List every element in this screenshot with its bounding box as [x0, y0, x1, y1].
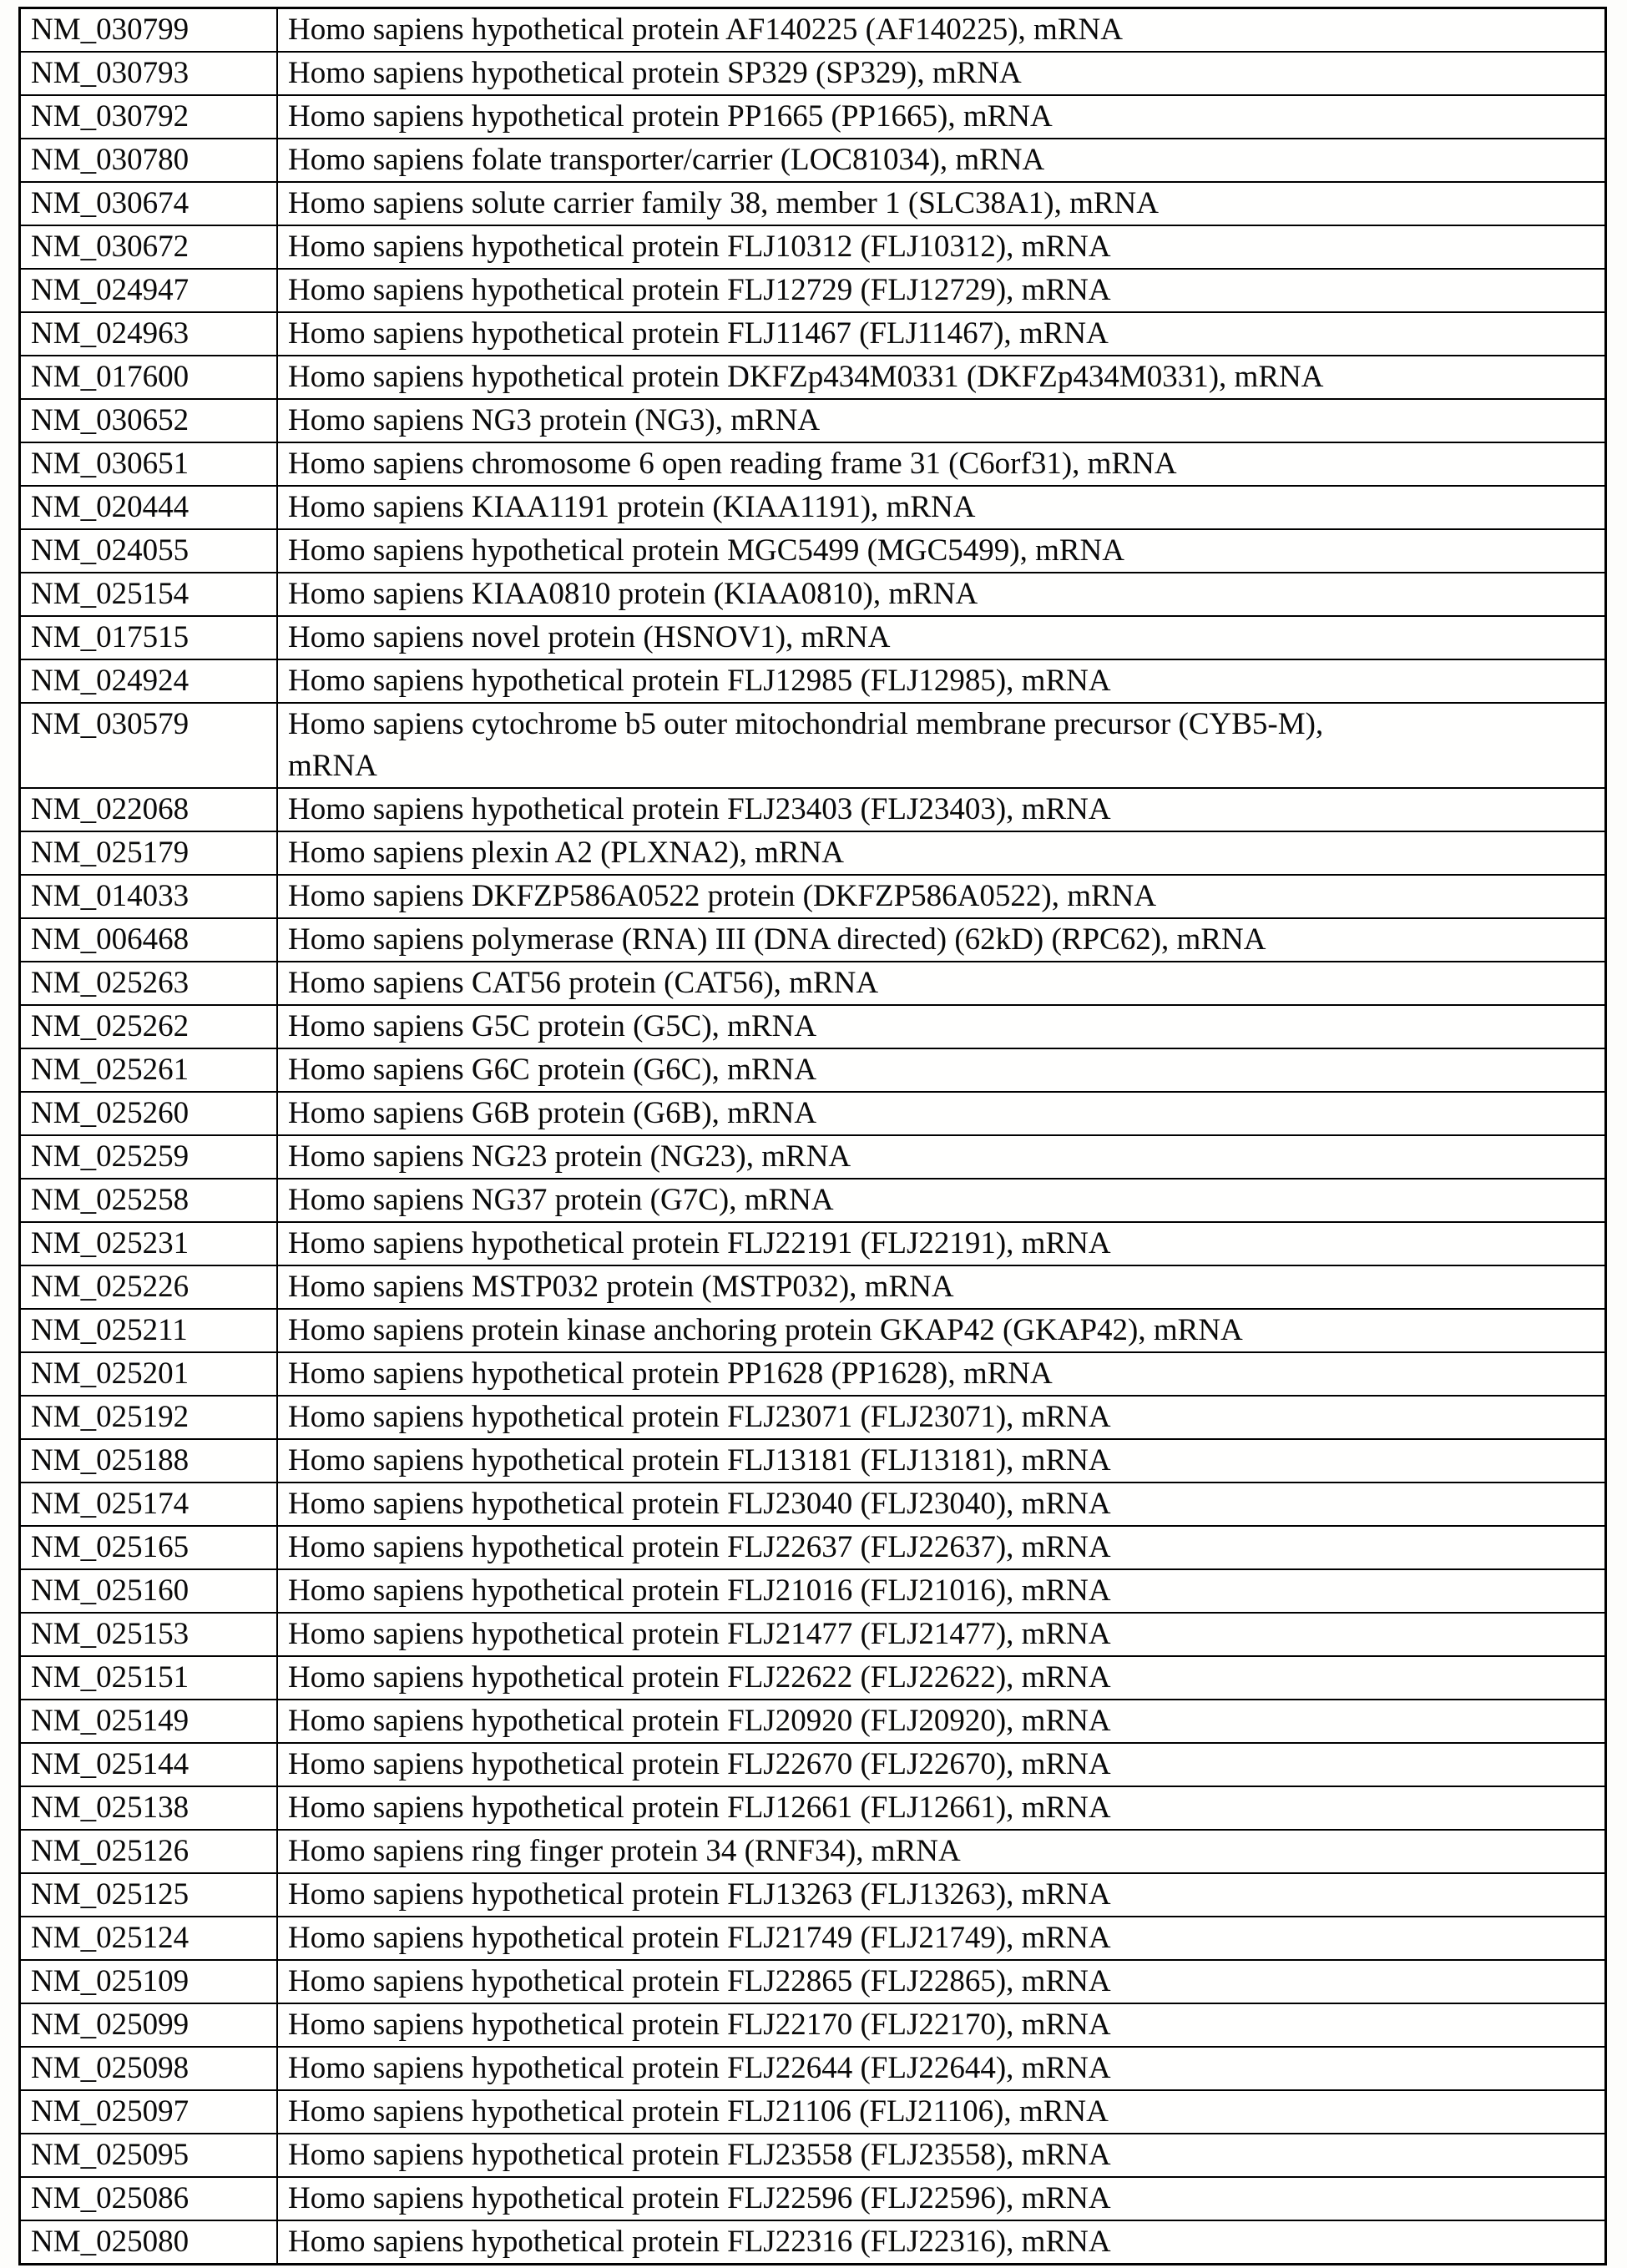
- description-cell: Homo sapiens hypothetical protein PP1665 (PP1665), mRNA: [277, 95, 1606, 139]
- accession-cell: NM_030792: [20, 95, 278, 139]
- accession-cell: NM_025144: [20, 1743, 278, 1786]
- accession-cell: NM_030579: [20, 703, 278, 788]
- accession-cell: NM_025097: [20, 2090, 278, 2134]
- description-cell: Homo sapiens hypothetical protein FLJ21749 (FLJ21749), mRNA: [277, 1917, 1606, 1960]
- accession-cell: NM_025160: [20, 1569, 278, 1613]
- table-row: [20, 918, 1606, 962]
- description-cell: Homo sapiens hypothetical protein MGC5499 (MGC5499), mRNA: [277, 529, 1606, 573]
- table-row: [20, 1048, 1606, 1092]
- table-row: [20, 2090, 1606, 2134]
- description-cell: Homo sapiens hypothetical protein FLJ13181 (FLJ13181), mRNA: [277, 1439, 1606, 1483]
- accession-cell: NM_030780: [20, 139, 278, 182]
- accession-cell: NM_025231: [20, 1222, 278, 1265]
- table-row: [20, 1135, 1606, 1179]
- description-cell: Homo sapiens cytochrome b5 outer mitochondrial membrane precursor (CYB5-M), mRNA: [277, 703, 1606, 788]
- accession-cell: NM_025125: [20, 1873, 278, 1917]
- table-row: [20, 1613, 1606, 1656]
- table-row: [20, 703, 1606, 788]
- description-cell: Homo sapiens NG23 protein (NG23), mRNA: [277, 1135, 1606, 1179]
- table-row: [20, 182, 1606, 225]
- accession-cell: NM_030651: [20, 442, 278, 486]
- table-row: [20, 2134, 1606, 2177]
- table-row: [20, 659, 1606, 703]
- accession-cell: NM_030674: [20, 182, 278, 225]
- table-row: [20, 2047, 1606, 2090]
- accession-cell: NM_025151: [20, 1656, 278, 1700]
- table-row: [20, 788, 1606, 831]
- description-cell: Homo sapiens hypothetical protein FLJ22670 (FLJ22670), mRNA: [277, 1743, 1606, 1786]
- table-row: [20, 1179, 1606, 1222]
- description-cell: Homo sapiens hypothetical protein FLJ20920 (FLJ20920), mRNA: [277, 1700, 1606, 1743]
- accession-cell: NM_025263: [20, 962, 278, 1005]
- table-row: [20, 1092, 1606, 1135]
- table-row: [20, 875, 1606, 918]
- accession-cell: NM_025109: [20, 1960, 278, 2003]
- table-row: [20, 573, 1606, 616]
- table-row: [20, 1830, 1606, 1873]
- description-cell: Homo sapiens DKFZP586A0522 protein (DKFZP586A0522), mRNA: [277, 875, 1606, 918]
- table-row: [20, 486, 1606, 529]
- description-cell: Homo sapiens hypothetical protein FLJ22622 (FLJ22622), mRNA: [277, 1656, 1606, 1700]
- table-row: [20, 312, 1606, 356]
- table-row: [20, 1743, 1606, 1786]
- accession-cell: NM_020444: [20, 486, 278, 529]
- accession-cell: NM_025174: [20, 1483, 278, 1526]
- accession-cell: NM_025261: [20, 1048, 278, 1092]
- description-cell: Homo sapiens hypothetical protein FLJ22170 (FLJ22170), mRNA: [277, 2003, 1606, 2047]
- description-cell: Homo sapiens hypothetical protein FLJ22637 (FLJ22637), mRNA: [277, 1526, 1606, 1569]
- table-row: [20, 356, 1606, 399]
- description-cell: Homo sapiens hypothetical protein FLJ22316 (FLJ22316), mRNA: [277, 2220, 1606, 2265]
- accession-cell: NM_025165: [20, 1526, 278, 1569]
- table-row: [20, 1786, 1606, 1830]
- table-row: [20, 1352, 1606, 1396]
- table-row: [20, 1396, 1606, 1439]
- gene-table-body: [20, 8, 1606, 2265]
- description-cell: Homo sapiens hypothetical protein FLJ21016 (FLJ21016), mRNA: [277, 1569, 1606, 1613]
- table-row: [20, 442, 1606, 486]
- description-cell: Homo sapiens novel protein (HSNOV1), mRNA: [277, 616, 1606, 659]
- accession-cell: NM_025179: [20, 831, 278, 875]
- table-row: [20, 2003, 1606, 2047]
- accession-cell: NM_025124: [20, 1917, 278, 1960]
- table-row: [20, 269, 1606, 312]
- accession-cell: NM_024947: [20, 269, 278, 312]
- table-row: [20, 2220, 1606, 2265]
- description-cell: Homo sapiens hypothetical protein FLJ21477 (FLJ21477), mRNA: [277, 1613, 1606, 1656]
- description-cell: Homo sapiens hypothetical protein FLJ22865 (FLJ22865), mRNA: [277, 1960, 1606, 2003]
- accession-cell: NM_025099: [20, 2003, 278, 2047]
- table-row: [20, 529, 1606, 573]
- table-row: [20, 1960, 1606, 2003]
- description-cell: Homo sapiens hypothetical protein FLJ23558 (FLJ23558), mRNA: [277, 2134, 1606, 2177]
- table-row: [20, 139, 1606, 182]
- table-row: [20, 52, 1606, 95]
- accession-cell: NM_025226: [20, 1265, 278, 1309]
- table-row: [20, 1265, 1606, 1309]
- description-cell: Homo sapiens G5C protein (G5C), mRNA: [277, 1005, 1606, 1048]
- table-row: [20, 1439, 1606, 1483]
- table-row: [20, 962, 1606, 1005]
- table-row: [20, 1656, 1606, 1700]
- accession-cell: NM_006468: [20, 918, 278, 962]
- description-cell: Homo sapiens hypothetical protein FLJ12661 (FLJ12661), mRNA: [277, 1786, 1606, 1830]
- table-row: [20, 399, 1606, 442]
- table-row: [20, 1873, 1606, 1917]
- table-row: [20, 616, 1606, 659]
- accession-cell: NM_025098: [20, 2047, 278, 2090]
- accession-cell: NM_025188: [20, 1439, 278, 1483]
- table-row: [20, 8, 1606, 53]
- description-cell: Homo sapiens ring finger protein 34 (RNF34), mRNA: [277, 1830, 1606, 1873]
- accession-cell: NM_025211: [20, 1309, 278, 1352]
- table-row: [20, 1483, 1606, 1526]
- table-row: [20, 1917, 1606, 1960]
- accession-cell: NM_025138: [20, 1786, 278, 1830]
- description-cell: Homo sapiens MSTP032 protein (MSTP032), mRNA: [277, 1265, 1606, 1309]
- accession-cell: NM_025258: [20, 1179, 278, 1222]
- description-cell: Homo sapiens NG3 protein (NG3), mRNA: [277, 399, 1606, 442]
- accession-cell: NM_025080: [20, 2220, 278, 2265]
- table-row: [20, 1309, 1606, 1352]
- description-cell: Homo sapiens hypothetical protein FLJ11467 (FLJ11467), mRNA: [277, 312, 1606, 356]
- accession-cell: NM_025262: [20, 1005, 278, 1048]
- description-cell: Homo sapiens hypothetical protein FLJ12729 (FLJ12729), mRNA: [277, 269, 1606, 312]
- accession-cell: NM_025086: [20, 2177, 278, 2220]
- accession-cell: NM_030672: [20, 225, 278, 269]
- table-row: [20, 1222, 1606, 1265]
- description-cell: Homo sapiens hypothetical protein FLJ23403 (FLJ23403), mRNA: [277, 788, 1606, 831]
- description-cell: Homo sapiens hypothetical protein AF140225 (AF140225), mRNA: [277, 8, 1606, 53]
- table-row: [20, 1526, 1606, 1569]
- description-cell: Homo sapiens KIAA1191 protein (KIAA1191), mRNA: [277, 486, 1606, 529]
- description-cell: Homo sapiens hypothetical protein DKFZp434M0331 (DKFZp434M0331), mRNA: [277, 356, 1606, 399]
- description-cell: Homo sapiens hypothetical protein FLJ10312 (FLJ10312), mRNA: [277, 225, 1606, 269]
- accession-cell: NM_025260: [20, 1092, 278, 1135]
- accession-cell: NM_017600: [20, 356, 278, 399]
- description-cell: Homo sapiens hypothetical protein FLJ12985 (FLJ12985), mRNA: [277, 659, 1606, 703]
- gene-accession-table: [18, 7, 1607, 2265]
- description-cell: Homo sapiens NG37 protein (G7C), mRNA: [277, 1179, 1606, 1222]
- description-cell: Homo sapiens hypothetical protein PP1628 (PP1628), mRNA: [277, 1352, 1606, 1396]
- table-row: [20, 1005, 1606, 1048]
- table-row: [20, 831, 1606, 875]
- description-cell: Homo sapiens hypothetical protein FLJ22596 (FLJ22596), mRNA: [277, 2177, 1606, 2220]
- description-cell: Homo sapiens KIAA0810 protein (KIAA0810), mRNA: [277, 573, 1606, 616]
- accession-cell: NM_025259: [20, 1135, 278, 1179]
- accession-cell: NM_025154: [20, 573, 278, 616]
- description-cell: Homo sapiens hypothetical protein FLJ23040 (FLJ23040), mRNA: [277, 1483, 1606, 1526]
- table-row: [20, 1569, 1606, 1613]
- description-cell: Homo sapiens hypothetical protein FLJ21106 (FLJ21106), mRNA: [277, 2090, 1606, 2134]
- accession-cell: NM_030793: [20, 52, 278, 95]
- accession-cell: NM_024963: [20, 312, 278, 356]
- accession-cell: NM_030799: [20, 8, 278, 53]
- description-cell: Homo sapiens solute carrier family 38, member 1 (SLC38A1), mRNA: [277, 182, 1606, 225]
- description-cell: Homo sapiens hypothetical protein SP329 (SP329), mRNA: [277, 52, 1606, 95]
- description-cell: Homo sapiens G6C protein (G6C), mRNA: [277, 1048, 1606, 1092]
- accession-cell: NM_024055: [20, 529, 278, 573]
- description-cell: Homo sapiens folate transporter/carrier (LOC81034), mRNA: [277, 139, 1606, 182]
- description-cell: Homo sapiens hypothetical protein FLJ22191 (FLJ22191), mRNA: [277, 1222, 1606, 1265]
- description-cell: Homo sapiens hypothetical protein FLJ13263 (FLJ13263), mRNA: [277, 1873, 1606, 1917]
- accession-cell: NM_025149: [20, 1700, 278, 1743]
- accession-cell: NM_025201: [20, 1352, 278, 1396]
- description-cell: Homo sapiens polymerase (RNA) III (DNA directed) (62kD) (RPC62), mRNA: [277, 918, 1606, 962]
- accession-cell: NM_017515: [20, 616, 278, 659]
- accession-cell: NM_025095: [20, 2134, 278, 2177]
- description-cell: Homo sapiens protein kinase anchoring protein GKAP42 (GKAP42), mRNA: [277, 1309, 1606, 1352]
- accession-cell: NM_025126: [20, 1830, 278, 1873]
- accession-cell: NM_024924: [20, 659, 278, 703]
- description-cell: Homo sapiens hypothetical protein FLJ23071 (FLJ23071), mRNA: [277, 1396, 1606, 1439]
- description-cell: Homo sapiens CAT56 protein (CAT56), mRNA: [277, 962, 1606, 1005]
- accession-cell: NM_025153: [20, 1613, 278, 1656]
- table-row: [20, 2177, 1606, 2220]
- accession-cell: NM_014033: [20, 875, 278, 918]
- description-cell: Homo sapiens G6B protein (G6B), mRNA: [277, 1092, 1606, 1135]
- table-row: [20, 95, 1606, 139]
- description-cell: Homo sapiens hypothetical protein FLJ22644 (FLJ22644), mRNA: [277, 2047, 1606, 2090]
- accession-cell: NM_022068: [20, 788, 278, 831]
- description-cell: Homo sapiens chromosome 6 open reading frame 31 (C6orf31), mRNA: [277, 442, 1606, 486]
- description-cell: Homo sapiens plexin A2 (PLXNA2), mRNA: [277, 831, 1606, 875]
- accession-cell: NM_030652: [20, 399, 278, 442]
- table-row: [20, 225, 1606, 269]
- accession-cell: NM_025192: [20, 1396, 278, 1439]
- table-row: [20, 1700, 1606, 1743]
